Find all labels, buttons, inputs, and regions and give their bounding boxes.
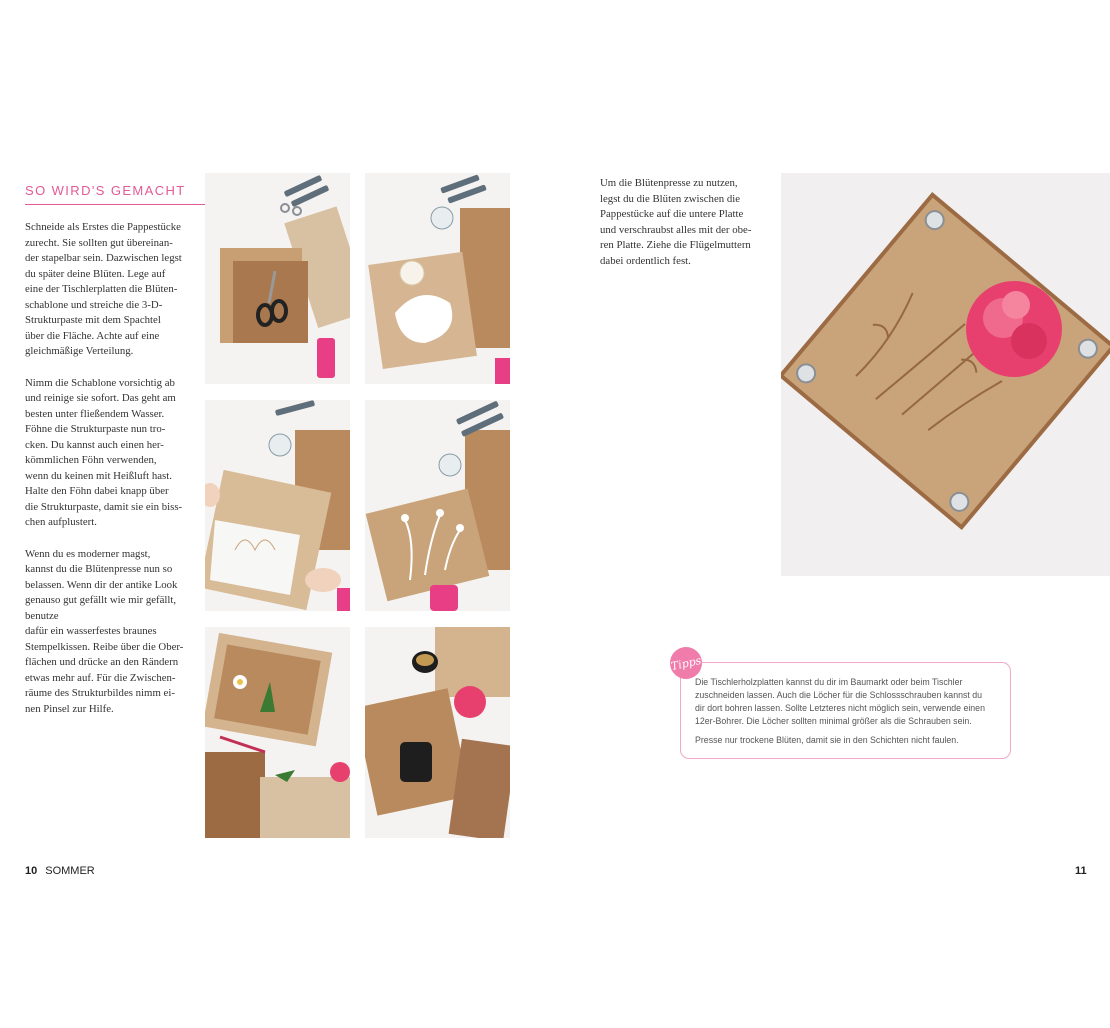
step-photo-1 <box>205 173 350 384</box>
section-heading: SO WIRD'S GEMACHT <box>25 183 205 205</box>
tip-text-1: Die Tischlerholzplatten kannst du dir im Baumarkt oder beim Tischler zuschneiden lassen. Auch die Löcher für die Schlossschrauben kannst du dir dort bohren lassen. Sollte Letzteres nicht möglich sein, verwende einen 12er-Bohrer. Die Löcher sollten minimal größer als die Schrauben sein. <box>695 677 985 726</box>
paragraph-3: Wenn du es moderner magst, kannst du die Blütenpresse nun so belassen. Wenn dir der antike Look genauso gut gefällt wie mir gefällt, benutze dafür ein wasserfestes braunes Stempelkissen. Reibe über die Ober- flächen und drücke an den Rändern etwas mehr auf. Für die Zwischen- räume des Strukturbildes nimm ei- nen Pinsel zur Hilfe. <box>25 547 184 715</box>
step-photo-2 <box>365 173 510 384</box>
page-number-right: 11 <box>1075 865 1087 877</box>
flower-press-photo <box>781 173 1110 576</box>
left-folio <box>25 865 95 877</box>
paragraph-1: Schneide als Erstes die Pappestücke zurecht. Sie sollten gut übereinan- der stapelbar sein. Dazwischen legst du später deine Blüten. Lege auf eine der Tischlerplatten die Blüten- schablone und streiche die 3-D- Strukturpaste mit dem Spachtel über die Fläche. Achte auf eine gleichmäßige Verteilung. <box>25 221 182 357</box>
step-photo-5 <box>205 627 350 838</box>
tip-text-2: Presse nur trockene Blüten, damit sie in den Schichten nicht faulen. <box>695 735 959 745</box>
right-paragraph: Um die Blütenpresse zu nutzen, legst du die Blüten zwischen die Pappestücke auf die untere Platte und verschraubst alles mit der obe- ren Platte. Ziehe die Flügelmuttern dabei ordentlich fest. <box>600 177 752 267</box>
paragraph-2: Nimm die Schablone vorsichtig ab und reinige sie sofort. Das geht am besten unter fließendem Wasser. Föhne die Strukturpaste nun tro- cken. Du kannst auch einen her- kömmlichen Föhn verwenden, wenn du keinen mit Heißluft hast. Halte den Föhn dabei knapp über die Strukturpaste, damit sie ein biss- chen aufplustert. <box>25 376 183 528</box>
instructions-text <box>25 220 193 733</box>
chapter-label: SOMMER <box>45 865 95 877</box>
page-number-left: 10 <box>25 865 38 877</box>
tip-badge: Tipps <box>667 644 705 682</box>
step-photo-3 <box>205 400 350 611</box>
step-photo-6 <box>365 627 510 838</box>
tip-box <box>680 662 1011 759</box>
step-photo-4 <box>365 400 510 611</box>
